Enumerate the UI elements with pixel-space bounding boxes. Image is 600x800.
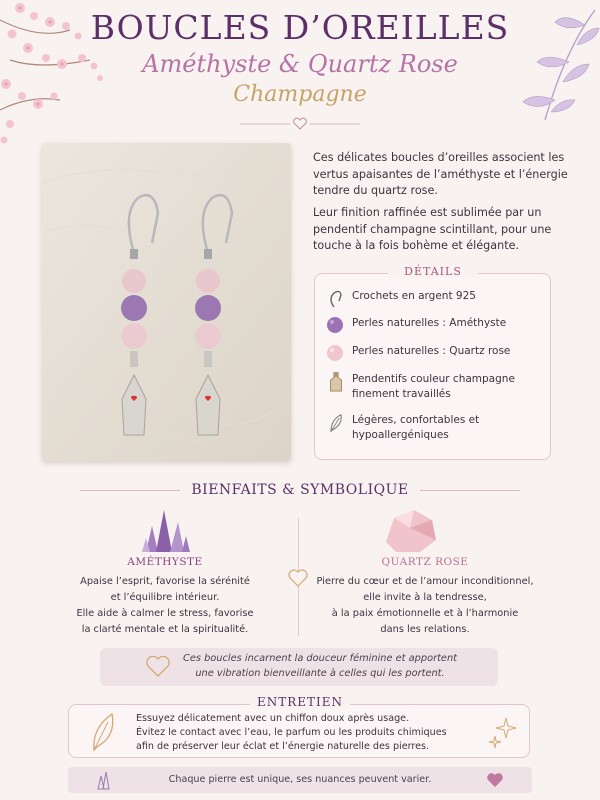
heart-filled-icon: [486, 772, 504, 788]
intro-paragraph-2: Leur finition raffinée est sublimée par un pendentif champagne scintillant, pour une touche à la fois bohème et élégante.: [313, 206, 552, 252]
heart-icon: [145, 656, 171, 678]
detail-text: Perles naturelles : Améthyste: [352, 317, 507, 329]
detail-text: Pendentifs couleur champagne finement travaillés: [352, 373, 515, 400]
sparkle-icon: [488, 716, 518, 750]
amethyst-crystal-icon: [138, 504, 194, 554]
benefits-title: BIENFAITS & SYMBOLIQUE: [191, 482, 409, 498]
details-label: DÉTAILS: [388, 265, 478, 278]
care-line-1: Essuyez délicatement avec un chiffon doux après usage.: [136, 713, 410, 724]
product-photo: [42, 143, 291, 461]
rose-quartz-stone-icon: [380, 506, 440, 554]
amethyst-text-1: Apaise l’esprit, favorise la sérénité: [80, 576, 250, 587]
amethyst-text-2: et l’équilibre intérieur.: [110, 592, 220, 603]
footer-text: Chaque pierre est unique, ses nuances peuvent varier.: [168, 774, 432, 785]
quartz-title: QUARTZ ROSE: [381, 556, 469, 568]
detail-text: Perles naturelles : Quartz rose: [352, 345, 511, 357]
care-label: ENTRETIEN: [250, 695, 350, 709]
feather-icon: [326, 413, 346, 433]
detail-text: Crochets en argent 925: [352, 290, 476, 302]
care-line-3: afin de préserver leur éclat et l’énergie naturelle des pierres.: [136, 741, 430, 752]
care-line-2: Évitez le contact avec l’eau, le parfum ou les produits chimiques: [136, 727, 447, 738]
heart-divider-icon: [240, 117, 360, 131]
rose-quartz-bead-icon: [326, 344, 346, 364]
detail-text: Légères, confortables et hypoallergéniques: [352, 414, 480, 441]
quartz-text-1: Pierre du cœur et de l’amour inconditionnel,: [316, 576, 534, 587]
page-title: BOUCLES D’OREILLES: [90, 8, 510, 47]
amethyst-bead-icon: [326, 316, 346, 336]
champagne-pendant-icon: [326, 372, 346, 392]
intro-paragraph-1: Ces délicates boucles d’oreilles associent les vertus apaisantes de l’améthyste et l’énergie tendre du quartz rose.: [313, 151, 568, 197]
quartz-text-4: dans les relations.: [380, 624, 470, 635]
quote-line-1: Ces boucles incarnent la douceur féminine et apportent: [182, 653, 458, 664]
quartz-text-3: à la paix émotionnelle et à l’harmonie: [331, 608, 519, 619]
page-subtitle: Améthyste & Quartz Rose: [142, 50, 458, 78]
quartz-text-2: elle invite à la tendresse,: [363, 592, 487, 603]
amethyst-text-4: la clarté mentale et la spiritualité.: [81, 624, 249, 635]
hook-icon: [326, 289, 346, 309]
page-subtitle-champagne: Champagne: [233, 82, 367, 107]
amethyst-title: AMÉTHYSTE: [127, 556, 203, 568]
quote-line-2: une vibration bienveillante à celles qui les portent.: [195, 668, 445, 679]
feather-icon: [90, 712, 116, 752]
amethyst-text-3: Elle aide à calmer le stress, favorise: [76, 608, 254, 619]
